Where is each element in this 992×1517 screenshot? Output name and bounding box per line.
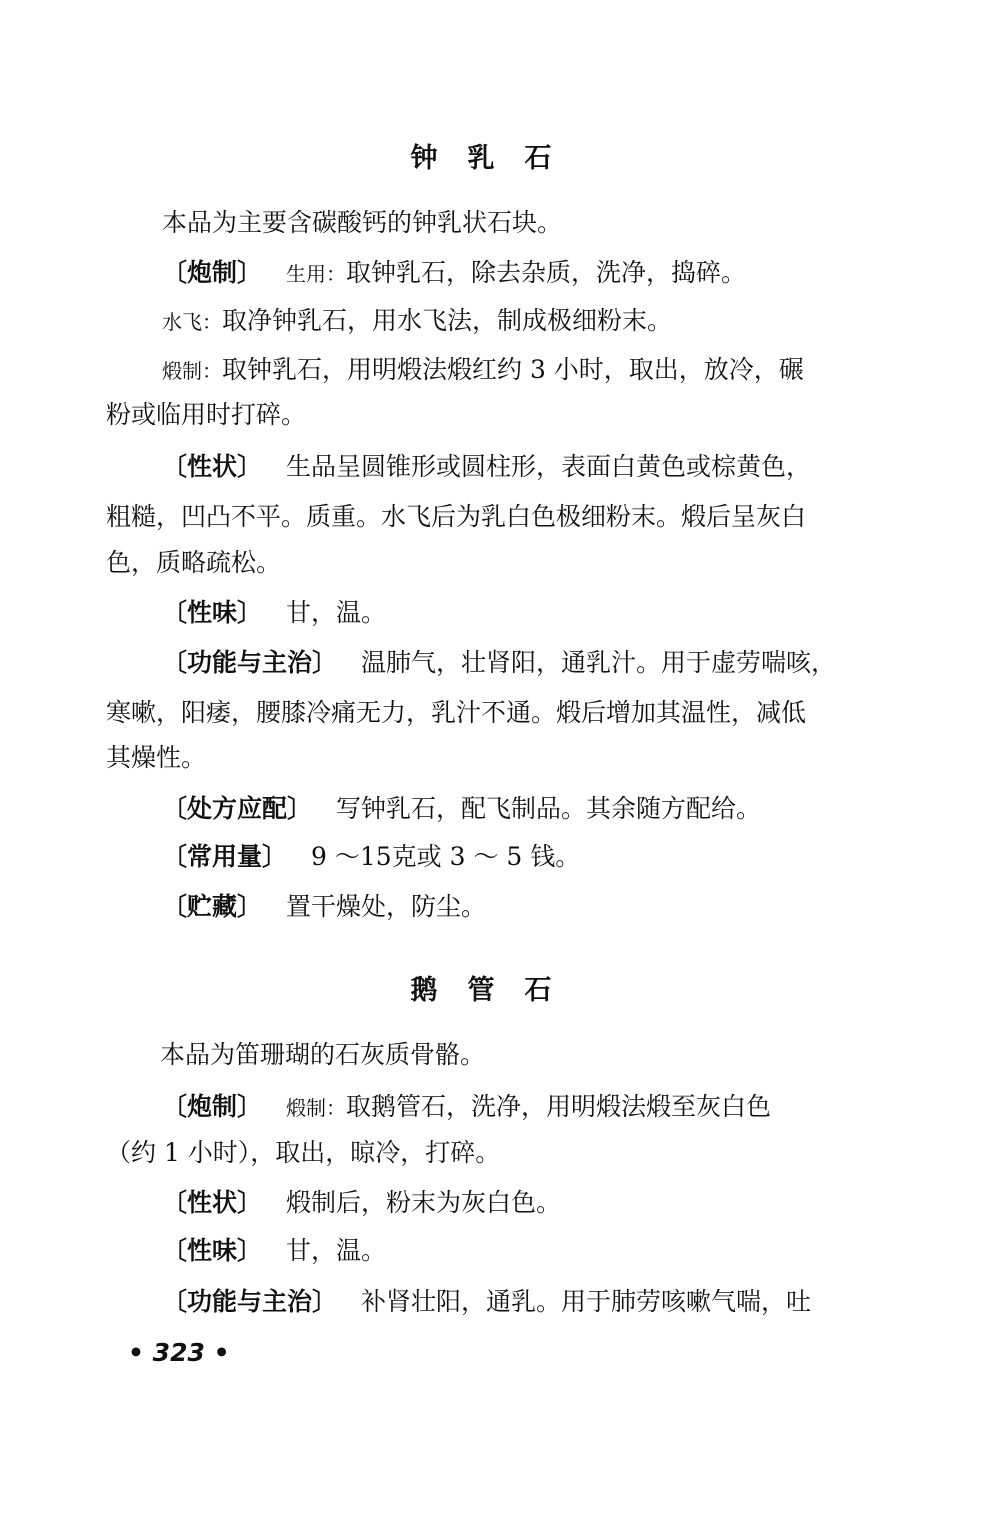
eguanshi-taste-text: 甘，温。 [286, 1236, 387, 1265]
storage-label: 〔贮藏〕 [162, 892, 263, 921]
taste-line [162, 596, 952, 630]
property-text-2: 粗糙，凹凸不平。质重。水飞后为乳白色极细粉末。煅后呈灰白 [106, 502, 807, 531]
intro-eguanshi: 本品为笛珊瑚的石灰质骨骼。 [160, 1040, 486, 1069]
eguanshi-property-label: 〔性状〕 [162, 1188, 263, 1217]
processing-calcined-text-1: 取钟乳石，用明煅法煅红约 3 小时，取出，放冷，碾 [222, 355, 804, 384]
taste-label: 〔性味〕 [162, 598, 263, 627]
processing-label: 〔炮制〕 [162, 258, 263, 287]
dosage-line [162, 840, 952, 874]
property-label: 〔性状〕 [162, 452, 263, 481]
page-number: • 323 • [128, 1338, 230, 1367]
prescription-line [162, 792, 952, 826]
eguanshi-taste-line [162, 1234, 952, 1268]
processing-water-text: 取净钟乳石，用水飞法，制成极细粉末。 [222, 306, 673, 335]
taste-text: 甘，温。 [286, 598, 387, 627]
prescription-label: 〔处方应配〕 [162, 794, 313, 823]
function-text-1: 温肺气，壮肾阳，通乳汁。用于虚劳喘咳， [361, 648, 837, 677]
eguanshi-function-line-1 [162, 1285, 952, 1319]
processing-calcined-line-1 [162, 353, 884, 388]
prescription-text: 写钟乳石，配飞制品。其余随方配给。 [336, 794, 762, 823]
dosage-label: 〔常用量〕 [162, 842, 288, 871]
dosage-text: 9 ～15克或 3 ～ 5 钱。 [311, 842, 581, 871]
function-label: 〔功能与主治〕 [162, 648, 338, 677]
function-line-1 [162, 646, 952, 680]
processing-raw-label: 生用： [286, 262, 347, 286]
storage-line [162, 890, 952, 924]
property-line-1 [162, 450, 952, 484]
eguanshi-property-text: 煅制后，粉末为灰白色。 [286, 1188, 562, 1217]
eguanshi-property-line [162, 1186, 952, 1220]
processing-calcined-text-2: 粉或临用时打碎。 [106, 400, 307, 429]
processing-water-label: 水飞： [162, 310, 222, 334]
intro-zhongrushi: 本品为主要含碳酸钙的钟乳状石块。 [162, 208, 563, 237]
function-text-3: 其燥性。 [106, 743, 207, 772]
section-title-zhongrushi: 钟乳石 [410, 143, 582, 174]
eguanshi-processing-calcined-text-1: 取鹅管石，洗净，用明煅法煅至灰白色 [346, 1092, 772, 1121]
processing-water-line [162, 304, 952, 339]
function-text-2: 寒嗽，阳痿，腰膝冷痛无力，乳汁不通。煅后增加其温性，减低 [106, 698, 807, 727]
processing-raw-text: 取钟乳石，除去杂质，洗净，捣碎。 [346, 258, 747, 287]
section-title-eguanshi: 鹅管石 [410, 975, 582, 1006]
processing-calcined-label: 煅制： [162, 359, 222, 383]
eguanshi-processing-label: 〔炮制〕 [162, 1092, 263, 1121]
processing-raw-line [162, 256, 952, 291]
eguanshi-processing-line-1 [162, 1090, 952, 1125]
property-text-3: 色，质略疏松。 [106, 548, 282, 577]
eguanshi-processing-calcined-label: 煅制： [286, 1096, 347, 1120]
storage-text: 置干燥处，防尘。 [286, 892, 487, 921]
eguanshi-processing-calcined-text-2: （约 1 小时），取出，晾冷，打碎。 [106, 1138, 501, 1167]
eguanshi-function-text-1: 补肾壮阳，通乳。用于肺劳咳嗽气喘，吐 [361, 1287, 812, 1316]
property-text-1: 生品呈圆锥形或圆柱形，表面白黄色或棕黄色， [286, 452, 812, 481]
eguanshi-taste-label: 〔性味〕 [162, 1236, 263, 1265]
eguanshi-function-label: 〔功能与主治〕 [162, 1287, 338, 1316]
